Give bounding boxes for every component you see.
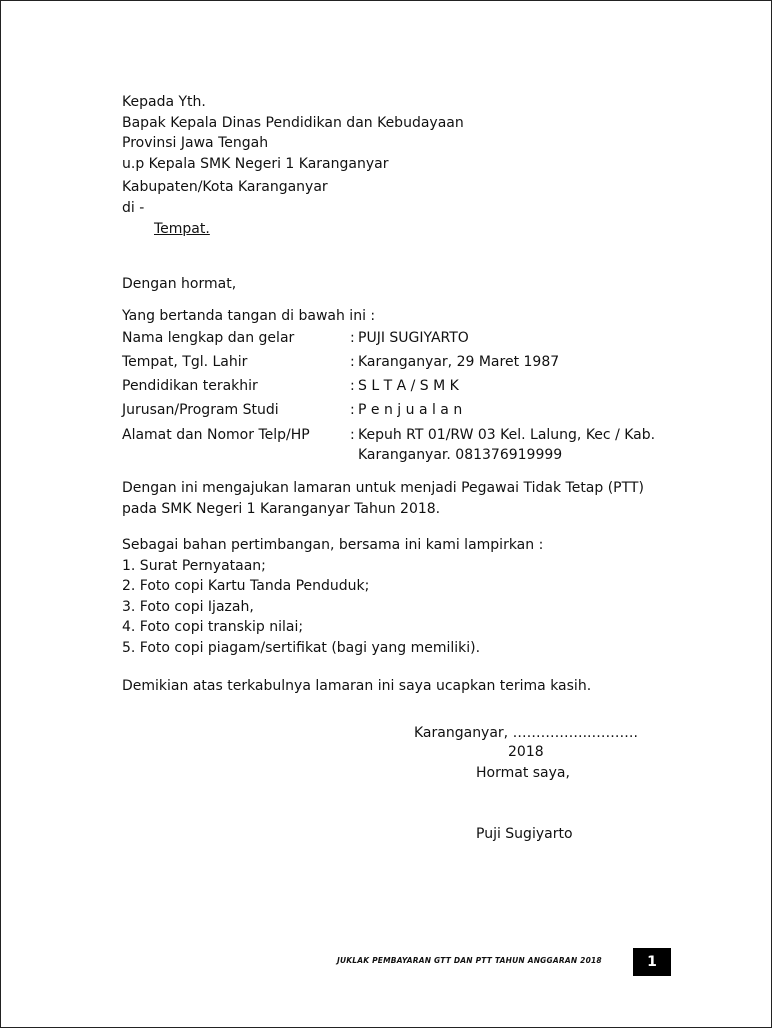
field-colon: : <box>350 402 355 418</box>
field-colon: : <box>350 330 355 346</box>
recipient-line-5: Kabupaten/Kota Karanganyar <box>122 179 328 195</box>
field-colon: : <box>350 354 355 370</box>
attachments-intro: Sebagai bahan pertimbangan, bersama ini kami lampirkan : <box>122 537 544 553</box>
signature-name: Puji Sugiyarto <box>476 826 573 842</box>
field-value-address-2: Karanganyar. 081376919999 <box>358 447 563 463</box>
field-label-major: Jurusan/Program Studi <box>122 402 279 418</box>
greeting: Dengan hormat, <box>122 276 237 292</box>
footer-text: JUKLAK PEMBAYARAN GTT DAN PTT TAHUN ANGGARAN 2018 <box>337 956 602 965</box>
signature-regards: Hormat saya, <box>476 765 570 781</box>
signature-place-date: Karanganyar, ……………..………. <box>414 725 638 741</box>
recipient-line-2: Bapak Kepala Dinas Pendidikan dan Kebudayaan <box>122 115 464 131</box>
attachment-item: 2. Foto copi Kartu Tanda Penduduk; <box>122 578 370 594</box>
field-label-address: Alamat dan Nomor Telp/HP <box>122 427 310 443</box>
field-colon: : <box>350 427 355 443</box>
recipient-line-1: Kepada Yth. <box>122 94 206 110</box>
page-number-badge <box>633 948 671 976</box>
recipient-place: Tempat. <box>154 221 210 237</box>
attachment-item: 1. Surat Pernyataan; <box>122 558 266 574</box>
field-value-birth: Karanganyar, 29 Maret 1987 <box>358 354 560 370</box>
request-line-1: Dengan ini mengajukan lamaran untuk menjadi Pegawai Tidak Tetap (PTT) <box>122 480 644 496</box>
recipient-line-3: Provinsi Jawa Tengah <box>122 135 269 151</box>
field-colon: : <box>350 378 355 394</box>
signature-year: 2018 <box>508 744 544 760</box>
field-label-name: Nama lengkap dan gelar <box>122 330 295 346</box>
request-line-2: pada SMK Negeri 1 Karanganyar Tahun 2018. <box>122 501 441 517</box>
field-value-education: S L T A / S M K <box>358 378 459 394</box>
page-number: 1 <box>647 954 657 970</box>
closing-text: Demikian atas terkabulnya lamaran ini saya ucapkan terima kasih. <box>122 678 592 694</box>
recipient-line-6: di - <box>122 200 145 216</box>
attachment-item: 5. Foto copi piagam/sertifikat (bagi yang memiliki). <box>122 640 481 656</box>
field-value-name: PUJI SUGIYARTO <box>358 330 469 346</box>
recipient-line-4: u.p Kepala SMK Negeri 1 Karanganyar <box>122 156 389 172</box>
field-label-education: Pendidikan terakhir <box>122 378 258 394</box>
field-value-major: P e n j u a l a n <box>358 402 463 418</box>
field-value-address: Kepuh RT 01/RW 03 Kel. Lalung, Kec / Kab. <box>358 427 656 443</box>
attachment-item: 3. Foto copi Ijazah, <box>122 599 254 615</box>
attachment-item: 4. Foto copi transkip nilai; <box>122 619 304 635</box>
intro-text: Yang bertanda tangan di bawah ini : <box>122 308 376 324</box>
field-label-birth: Tempat, Tgl. Lahir <box>122 354 248 370</box>
